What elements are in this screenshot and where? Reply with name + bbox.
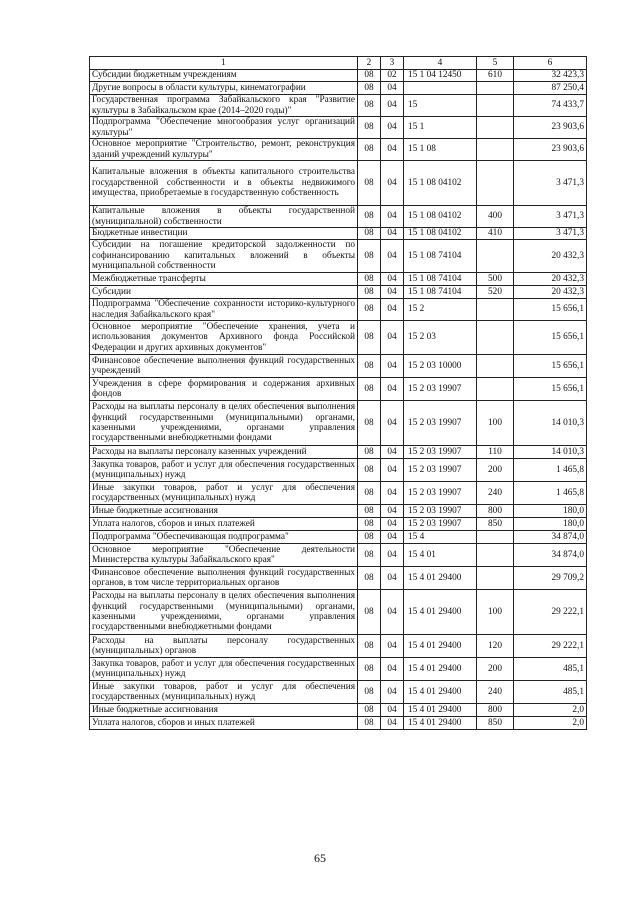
- cell-name: Уплата налогов, сборов и иных платежей: [90, 717, 358, 730]
- cell-target-article: 15 2 03 19907: [404, 518, 477, 531]
- cell-subsection: 04: [381, 273, 404, 286]
- cell-section: 08: [358, 378, 381, 401]
- cell-subsection: 04: [381, 681, 404, 704]
- cell-target-article: 15 1 08 04102: [404, 228, 477, 240]
- table-row: [90, 95, 587, 117]
- cell-expense-type: 800: [477, 505, 514, 518]
- table-row: [90, 544, 587, 567]
- cell-expense-type: [477, 378, 514, 401]
- cell-expense-type: [477, 82, 514, 95]
- cell-amount: 2,0: [514, 717, 587, 730]
- cell-name: Подпрограмма "Обеспечивающая подпрограмма": [90, 531, 358, 544]
- cell-subsection: 04: [381, 459, 404, 482]
- cell-name: Основное мероприятие "Обеспечение деятельности Министерства культуры Забайкальского края": [90, 544, 358, 567]
- cell-amount: 34 874,0: [514, 531, 587, 544]
- cell-expense-type: 240: [477, 681, 514, 704]
- cell-amount: 2,0: [514, 704, 587, 717]
- cell-expense-type: 610: [477, 70, 514, 82]
- cell-subsection: 04: [381, 658, 404, 681]
- cell-name: Основное мероприятие "Обеспечение хранения, учета и использования документов Архивного фонда Российской Федерации и других архивных документов": [90, 321, 358, 355]
- cell-name: Основное мероприятие "Строительство, ремонт, реконструкция зданий учреждений культуры": [90, 139, 358, 161]
- cell-target-article: 15 2 03 19907: [404, 505, 477, 518]
- table-row: [90, 378, 587, 401]
- header-cell-name: 1: [90, 57, 358, 70]
- cell-target-article: 15: [404, 95, 477, 117]
- cell-expense-type: 200: [477, 658, 514, 681]
- cell-amount: 15 656,1: [514, 321, 587, 355]
- cell-target-article: 15 1 08 74104: [404, 240, 477, 273]
- table-row: [90, 299, 587, 321]
- cell-amount: 74 433,7: [514, 95, 587, 117]
- cell-amount: 87 250,4: [514, 82, 587, 95]
- cell-target-article: 15 1 08 74104: [404, 273, 477, 286]
- cell-name: Субсидии на погашение кредиторской задолженности по софинансированию капитальных вложений в объекты муниципальной собственности: [90, 240, 358, 273]
- cell-amount: 15 656,1: [514, 378, 587, 401]
- header-cell-amount: 6: [514, 57, 587, 70]
- cell-name: Субсидии: [90, 286, 358, 299]
- cell-name: Финансовое обеспечение выполнения функций государственных органов, в том числе территориальных органов: [90, 567, 358, 590]
- table-row: [90, 658, 587, 681]
- cell-section: 08: [358, 321, 381, 355]
- cell-target-article: 15 2 03 19907: [404, 459, 477, 482]
- cell-expense-type: [477, 161, 514, 206]
- cell-section: 08: [358, 505, 381, 518]
- cell-expense-type: [477, 321, 514, 355]
- cell-subsection: 04: [381, 531, 404, 544]
- cell-subsection: 04: [381, 321, 404, 355]
- table-row: [90, 70, 587, 82]
- cell-amount: 29 222,1: [514, 635, 587, 658]
- cell-section: 08: [358, 482, 381, 505]
- budget-table: [89, 56, 587, 730]
- table-row: [90, 206, 587, 228]
- cell-subsection: 04: [381, 544, 404, 567]
- cell-subsection: 04: [381, 299, 404, 321]
- table-row: [90, 117, 587, 139]
- cell-expense-type: 400: [477, 206, 514, 228]
- cell-subsection: 04: [381, 518, 404, 531]
- cell-expense-type: 100: [477, 590, 514, 635]
- cell-amount: 180,0: [514, 505, 587, 518]
- cell-name: Расходы на выплаты персоналу государственных (муниципальных) органов: [90, 635, 358, 658]
- cell-section: 08: [358, 567, 381, 590]
- cell-expense-type: [477, 117, 514, 139]
- cell-name: Межбюджетные трансферты: [90, 273, 358, 286]
- cell-subsection: 04: [381, 704, 404, 717]
- cell-amount: 14 010,3: [514, 446, 587, 459]
- cell-name: Закупка товаров, работ и услуг для обеспечения государственных (муниципальных) нужд: [90, 658, 358, 681]
- cell-section: 08: [358, 531, 381, 544]
- cell-name: Государственная программа Забайкальского края "Развитие культуры в Забайкальском крае (2014–2020 годы)": [90, 95, 358, 117]
- cell-subsection: 04: [381, 161, 404, 206]
- cell-name: Расходы на выплаты персоналу казенных учреждений: [90, 446, 358, 459]
- cell-subsection: 04: [381, 286, 404, 299]
- cell-amount: 20 432,3: [514, 286, 587, 299]
- cell-section: 08: [358, 82, 381, 95]
- cell-name: Закупка товаров, работ и услуг для обеспечения государственных (муниципальных) нужд: [90, 459, 358, 482]
- header-cell-expense-type: 5: [477, 57, 514, 70]
- cell-amount: 485,1: [514, 681, 587, 704]
- cell-name: Иные закупки товаров, работ и услуг для обеспечения государственных (муниципальных) нужд: [90, 482, 358, 505]
- cell-expense-type: 520: [477, 286, 514, 299]
- cell-amount: 3 471,3: [514, 161, 587, 206]
- cell-target-article: 15 4 01 29400: [404, 590, 477, 635]
- table-row: [90, 401, 587, 446]
- cell-expense-type: 800: [477, 704, 514, 717]
- cell-section: 08: [358, 635, 381, 658]
- cell-subsection: 04: [381, 482, 404, 505]
- cell-target-article: 15 2 03 19907: [404, 446, 477, 459]
- cell-section: 08: [358, 70, 381, 82]
- cell-subsection: 04: [381, 228, 404, 240]
- cell-subsection: 04: [381, 567, 404, 590]
- cell-target-article: 15 4 01 29400: [404, 658, 477, 681]
- cell-expense-type: 120: [477, 635, 514, 658]
- cell-expense-type: 850: [477, 518, 514, 531]
- cell-target-article: 15 1 08 04102: [404, 206, 477, 228]
- cell-amount: 29 709,2: [514, 567, 587, 590]
- cell-expense-type: [477, 240, 514, 273]
- table-row: [90, 567, 587, 590]
- cell-amount: 29 222,1: [514, 590, 587, 635]
- cell-subsection: 04: [381, 401, 404, 446]
- cell-subsection: 04: [381, 355, 404, 378]
- cell-section: 08: [358, 286, 381, 299]
- cell-name: Расходы на выплаты персоналу в целях обеспечения выполнения функций государственными (муниципальными) органами, казенными учреждениями, органами управления государственными внебюджетными фондами: [90, 590, 358, 635]
- cell-section: 08: [358, 590, 381, 635]
- cell-section: 08: [358, 704, 381, 717]
- cell-target-article: 15 2: [404, 299, 477, 321]
- cell-amount: 20 432,3: [514, 240, 587, 273]
- cell-target-article: 15 4 01 29400: [404, 681, 477, 704]
- cell-name: Иные закупки товаров, работ и услуг для обеспечения государственных (муниципальных) нужд: [90, 681, 358, 704]
- cell-amount: 180,0: [514, 518, 587, 531]
- cell-expense-type: [477, 544, 514, 567]
- table-row: [90, 446, 587, 459]
- cell-section: 08: [358, 228, 381, 240]
- cell-subsection: 02: [381, 70, 404, 82]
- cell-section: 08: [358, 139, 381, 161]
- cell-amount: 32 423,3: [514, 70, 587, 82]
- cell-expense-type: [477, 531, 514, 544]
- table-row: [90, 717, 587, 730]
- cell-name: Другие вопросы в области культуры, кинематографии: [90, 82, 358, 95]
- cell-expense-type: [477, 567, 514, 590]
- cell-name: Капитальные вложения в объекты капитального строительства государственной собственности и в объекты недвижимого имущества, приобретаемые в государственную собственность: [90, 161, 358, 206]
- cell-section: 08: [358, 544, 381, 567]
- cell-name: Расходы на выплаты персоналу в целях обеспечения выполнения функций государственными (муниципальными) органами, казенными учреждениями, органами управления государственными внебюджетными фондами: [90, 401, 358, 446]
- cell-section: 08: [358, 401, 381, 446]
- cell-target-article: 15 4: [404, 531, 477, 544]
- table-row: [90, 355, 587, 378]
- cell-section: 08: [358, 459, 381, 482]
- cell-section: 08: [358, 240, 381, 273]
- cell-target-article: 15 2 03: [404, 321, 477, 355]
- table-row: [90, 590, 587, 635]
- cell-target-article: 15 2 03 19907: [404, 401, 477, 446]
- cell-expense-type: [477, 95, 514, 117]
- cell-target-article: 15 2 03 19907: [404, 378, 477, 401]
- cell-name: Подпрограмма "Обеспечение многообразия услуг организаций культуры": [90, 117, 358, 139]
- cell-target-article: 15 1 04 12450: [404, 70, 477, 82]
- cell-name: Уплата налогов, сборов и иных платежей: [90, 518, 358, 531]
- cell-expense-type: 240: [477, 482, 514, 505]
- table-row: [90, 286, 587, 299]
- cell-target-article: 15 1 08: [404, 139, 477, 161]
- cell-expense-type: [477, 299, 514, 321]
- cell-target-article: 15 1 08 04102: [404, 161, 477, 206]
- cell-name: Финансовое обеспечение выполнения функций государственных учреждений: [90, 355, 358, 378]
- cell-amount: 14 010,3: [514, 401, 587, 446]
- cell-subsection: 04: [381, 590, 404, 635]
- cell-subsection: 04: [381, 240, 404, 273]
- cell-subsection: 04: [381, 95, 404, 117]
- cell-target-article: 15 4 01 29400: [404, 704, 477, 717]
- cell-expense-type: 500: [477, 273, 514, 286]
- cell-expense-type: 110: [477, 446, 514, 459]
- header-cell-target-article: 4: [404, 57, 477, 70]
- cell-name: Подпрограмма "Обеспечение сохранности историко-культурного наследия Забайкальского края": [90, 299, 358, 321]
- table-body: [90, 70, 587, 730]
- cell-section: 08: [358, 518, 381, 531]
- cell-section: 08: [358, 355, 381, 378]
- cell-amount: 34 874,0: [514, 544, 587, 567]
- cell-name: Бюджетные инвестиции: [90, 228, 358, 240]
- cell-section: 08: [358, 446, 381, 459]
- table-row: [90, 518, 587, 531]
- cell-name: Учреждения в сфере формирования и содержания архивных фондов: [90, 378, 358, 401]
- cell-subsection: 04: [381, 117, 404, 139]
- table-row: [90, 321, 587, 355]
- cell-section: 08: [358, 161, 381, 206]
- cell-amount: 1 465,8: [514, 482, 587, 505]
- cell-section: 08: [358, 299, 381, 321]
- cell-subsection: 04: [381, 635, 404, 658]
- cell-section: 08: [358, 273, 381, 286]
- cell-amount: 485,1: [514, 658, 587, 681]
- cell-section: 08: [358, 658, 381, 681]
- cell-target-article: 15 2 03 10000: [404, 355, 477, 378]
- cell-subsection: 04: [381, 378, 404, 401]
- table-row: [90, 161, 587, 206]
- cell-expense-type: 850: [477, 717, 514, 730]
- cell-expense-type: 200: [477, 459, 514, 482]
- cell-subsection: 04: [381, 139, 404, 161]
- cell-amount: 1 465,8: [514, 459, 587, 482]
- header-row: [90, 57, 587, 70]
- cell-section: 08: [358, 206, 381, 228]
- cell-amount: 23 903,6: [514, 139, 587, 161]
- cell-target-article: 15 4 01 29400: [404, 635, 477, 658]
- cell-target-article: 15 1 08 74104: [404, 286, 477, 299]
- cell-amount: 3 471,3: [514, 228, 587, 240]
- cell-section: 08: [358, 117, 381, 139]
- table-row: [90, 139, 587, 161]
- cell-target-article: 15 4 01 29400: [404, 717, 477, 730]
- cell-name: Капитальные вложения в объекты государственной (муниципальной) собственности: [90, 206, 358, 228]
- cell-expense-type: 410: [477, 228, 514, 240]
- cell-target-article: 15 1: [404, 117, 477, 139]
- cell-amount: 3 471,3: [514, 206, 587, 228]
- table-row: [90, 681, 587, 704]
- cell-amount: 23 903,6: [514, 117, 587, 139]
- table-row: [90, 82, 587, 95]
- table-row: [90, 273, 587, 286]
- cell-name: Субсидии бюджетным учреждениям: [90, 70, 358, 82]
- table-row: [90, 482, 587, 505]
- cell-subsection: 04: [381, 446, 404, 459]
- table-row: [90, 228, 587, 240]
- cell-expense-type: 100: [477, 401, 514, 446]
- cell-subsection: 04: [381, 717, 404, 730]
- cell-subsection: 04: [381, 82, 404, 95]
- table-row: [90, 531, 587, 544]
- cell-subsection: 04: [381, 505, 404, 518]
- page-number: 65: [314, 851, 326, 865]
- table-row: [90, 635, 587, 658]
- cell-amount: 15 656,1: [514, 355, 587, 378]
- cell-target-article: 15 4 01: [404, 544, 477, 567]
- cell-target-article: [404, 82, 477, 95]
- cell-target-article: 15 4 01 29400: [404, 567, 477, 590]
- cell-name: Иные бюджетные ассигнования: [90, 505, 358, 518]
- cell-amount: 15 656,1: [514, 299, 587, 321]
- cell-amount: 20 432,3: [514, 273, 587, 286]
- cell-section: 08: [358, 95, 381, 117]
- cell-section: 08: [358, 681, 381, 704]
- cell-section: 08: [358, 717, 381, 730]
- table-row: [90, 459, 587, 482]
- header-cell-subsection: 3: [381, 57, 404, 70]
- cell-target-article: 15 2 03 19907: [404, 482, 477, 505]
- cell-expense-type: [477, 139, 514, 161]
- table-row: [90, 505, 587, 518]
- table-row: [90, 704, 587, 717]
- cell-name: Иные бюджетные ассигнования: [90, 704, 358, 717]
- table-row: [90, 240, 587, 273]
- header-cell-section: 2: [358, 57, 381, 70]
- cell-subsection: 04: [381, 206, 404, 228]
- cell-expense-type: [477, 355, 514, 378]
